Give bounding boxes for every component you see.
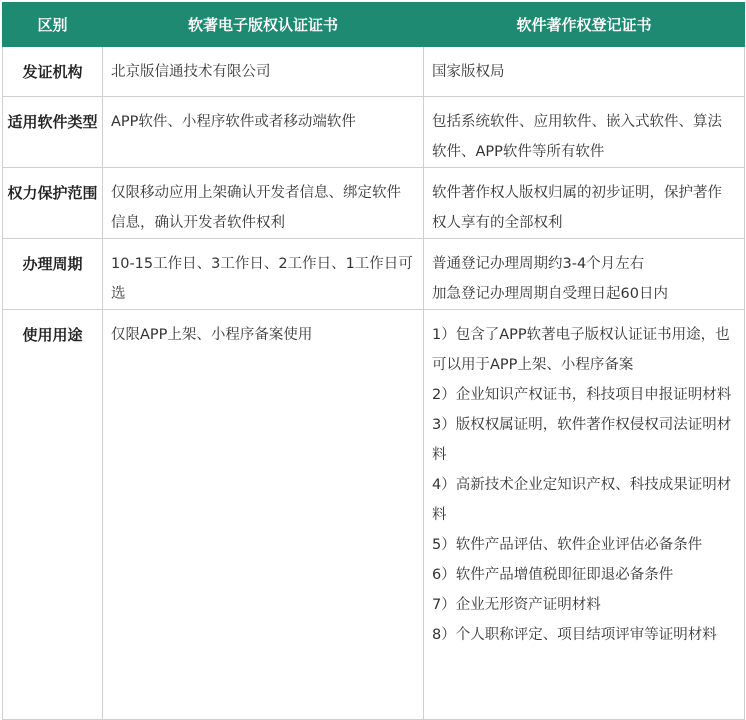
row-label: 办理周期 (3, 239, 103, 310)
table-row-software-type (3, 97, 745, 168)
header-difference: 区别 (3, 3, 103, 47)
comparison-table (2, 2, 745, 720)
registration-line: 软件著作权人版权归属的初步证明，保护著作权人享有的全部权利 (432, 185, 722, 231)
registration-line: 3）版权权属证明，软件著作权侵权司法证明材料 (432, 417, 732, 463)
registration-line: 7）企业无形资产证明材料 (432, 597, 601, 613)
registration-line: 加急登记办理周期自受理日起60日内 (432, 286, 668, 302)
registration-cell (424, 239, 745, 310)
row-label: 适用软件类型 (3, 97, 103, 168)
electronic-cell: 北京版信通技术有限公司 (103, 47, 424, 97)
registration-line: 国家版权局 (432, 64, 505, 80)
electronic-cell: 仅限APP上架、小程序备案使用 (103, 310, 424, 720)
table-row-protection-scope (3, 168, 745, 239)
table-row-processing-period (3, 239, 745, 310)
registration-cell (424, 310, 745, 720)
header-registration-certificate: 软件著作权登记证书 (424, 3, 745, 47)
row-label: 权力保护范围 (3, 168, 103, 239)
table-row-issuer (3, 47, 745, 97)
registration-line: 5）软件产品评估、软件企业评估必备条件 (432, 537, 703, 553)
registration-line: 8）个人职称评定、项目结项评审等证明材料 (432, 627, 717, 643)
registration-cell (424, 168, 745, 239)
registration-line: 4）高新技术企业定知识产权、科技成果证明材料 (432, 477, 732, 523)
table-row-usage (3, 310, 745, 720)
registration-cell (424, 47, 745, 97)
row-label: 使用用途 (3, 310, 103, 720)
registration-line: 6）软件产品增值税即征即退必备条件 (432, 567, 674, 583)
electronic-cell: 仅限移动应用上架确认开发者信息、绑定软件信息，确认开发者软件权利 (103, 168, 424, 239)
registration-line: 普通登记办理周期约3-4个月左右 (432, 256, 645, 272)
row-label: 发证机构 (3, 47, 103, 97)
registration-line: 1）包含了APP软著电子版权认证证书用途，也可以用于APP上架、小程序备案 (432, 327, 730, 373)
registration-line: 包括系统软件、应用软件、嵌入式软件、算法软件、APP软件等所有软件 (432, 114, 722, 160)
header-row (3, 3, 745, 47)
electronic-cell: APP软件、小程序软件或者移动端软件 (103, 97, 424, 168)
registration-line: 2）企业知识产权证书，科技项目申报证明材料 (432, 387, 732, 403)
header-electronic-certificate: 软著电子版权认证证书 (103, 3, 424, 47)
registration-cell (424, 97, 745, 168)
electronic-cell: 10-15工作日、3工作日、2工作日、1工作日可选 (103, 239, 424, 310)
